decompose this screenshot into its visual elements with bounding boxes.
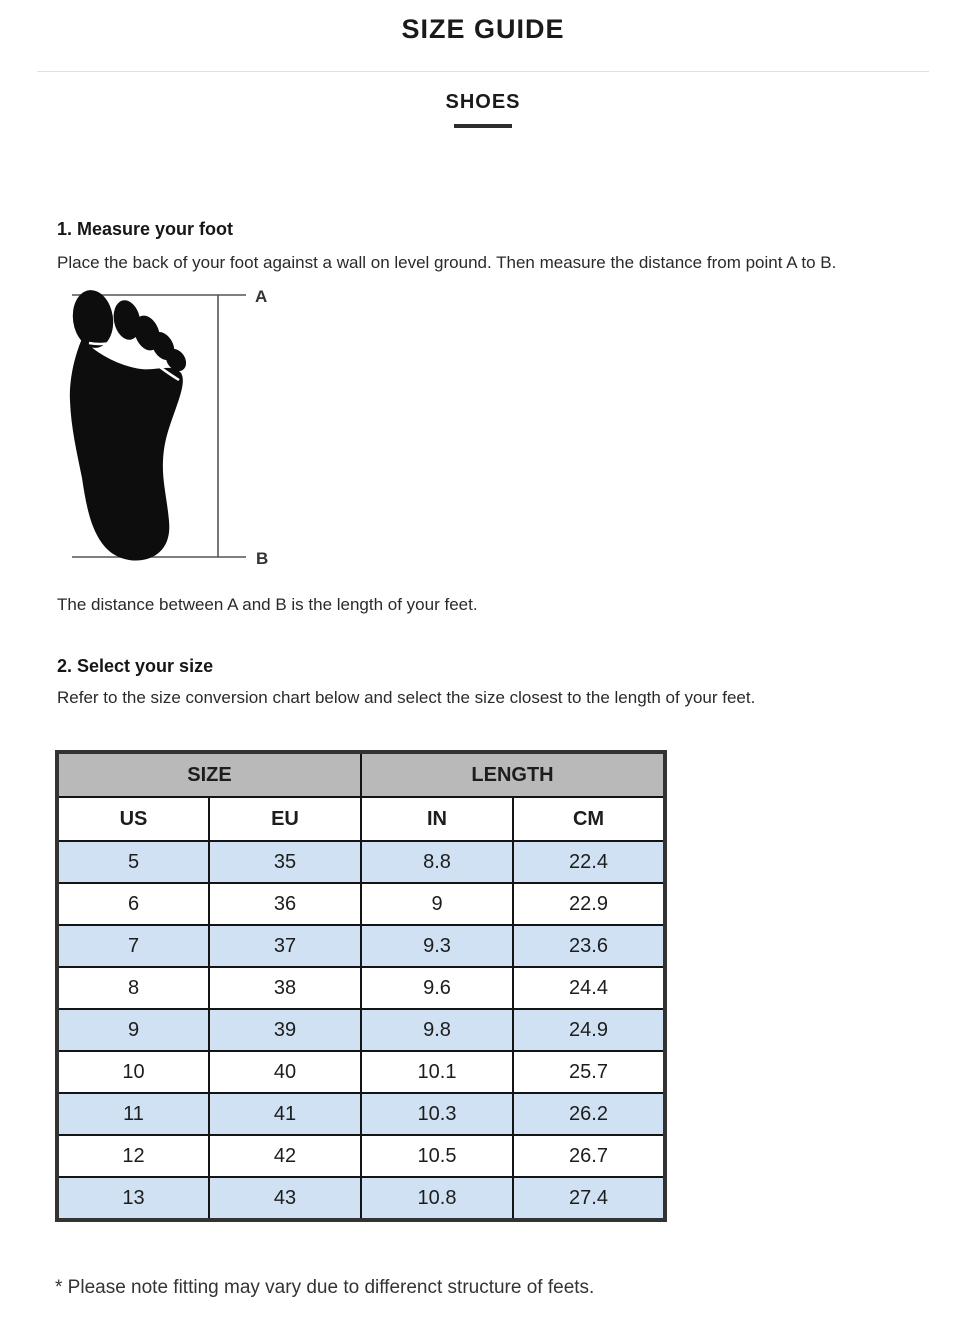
- select-section-body: Refer to the size conversion chart below and select the size closest to the length of your feet.: [57, 688, 756, 707]
- table-row: [57, 1135, 665, 1177]
- table-column-header-us: US: [57, 797, 209, 841]
- size-cell: 43: [209, 1177, 361, 1220]
- size-cell: 8: [57, 967, 209, 1009]
- size-cell: 9: [57, 1009, 209, 1051]
- size-cell: 41: [209, 1093, 361, 1135]
- table-row: [57, 883, 665, 925]
- table-row: [57, 1051, 665, 1093]
- size-cell: 10: [57, 1051, 209, 1093]
- size-cell: 24.9: [513, 1009, 665, 1051]
- size-cell: 25.7: [513, 1051, 665, 1093]
- size-cell: 9.8: [361, 1009, 513, 1051]
- table-row: [57, 1093, 665, 1135]
- size-cell: 9.3: [361, 925, 513, 967]
- tab-shoes-active-underline: [454, 124, 512, 128]
- size-cell: 24.4: [513, 967, 665, 1009]
- table-row: [57, 925, 665, 967]
- size-table-container: [55, 750, 667, 1222]
- size-cell: 26.7: [513, 1135, 665, 1177]
- table-column-header-row: [57, 797, 665, 841]
- size-cell: 27.4: [513, 1177, 665, 1220]
- header-divider: [37, 71, 929, 72]
- size-cell: 13: [57, 1177, 209, 1220]
- measure-section-body: Place the back of your foot against a wall on level ground. Then measure the distance from point A to B.: [57, 253, 837, 272]
- table-row: [57, 1177, 665, 1220]
- table-group-header-row: [57, 752, 665, 797]
- table-row: [57, 967, 665, 1009]
- size-cell: 35: [209, 841, 361, 883]
- size-cell: 42: [209, 1135, 361, 1177]
- size-cell: 38: [209, 967, 361, 1009]
- table-group-header-size: SIZE: [57, 752, 361, 797]
- size-cell: 6: [57, 883, 209, 925]
- diagram-label-b: B: [256, 549, 269, 568]
- measure-section-heading: 1. Measure your foot: [57, 219, 234, 239]
- table-row: [57, 1009, 665, 1051]
- diagram-label-a: A: [255, 287, 268, 306]
- tab-shoes[interactable]: SHOES: [445, 91, 521, 113]
- footnote: * Please note fitting may vary due to differenct structure of feets.: [55, 1277, 595, 1298]
- select-section-heading: 2. Select your size: [57, 656, 214, 676]
- size-conversion-table: [55, 750, 667, 1222]
- size-cell: 5: [57, 841, 209, 883]
- size-cell: 12: [57, 1135, 209, 1177]
- size-cell: 11: [57, 1093, 209, 1135]
- size-cell: 37: [209, 925, 361, 967]
- table-group-header-length: LENGTH: [361, 752, 665, 797]
- size-cell: 22.4: [513, 841, 665, 883]
- size-cell: 23.6: [513, 925, 665, 967]
- table-column-header-eu: EU: [209, 797, 361, 841]
- size-cell: 22.9: [513, 883, 665, 925]
- size-cell: 10.5: [361, 1135, 513, 1177]
- size-cell: 39: [209, 1009, 361, 1051]
- table-row: [57, 841, 665, 883]
- size-cell: 10.3: [361, 1093, 513, 1135]
- foot-measurement-diagram: [55, 283, 285, 575]
- size-cell: 26.2: [513, 1093, 665, 1135]
- size-cell: 10.1: [361, 1051, 513, 1093]
- size-cell: 8.8: [361, 841, 513, 883]
- table-column-header-cm: CM: [513, 797, 665, 841]
- size-cell: 36: [209, 883, 361, 925]
- size-cell: 40: [209, 1051, 361, 1093]
- foot-silhouette: [69, 287, 190, 560]
- size-cell: 9: [361, 883, 513, 925]
- table-column-header-in: IN: [361, 797, 513, 841]
- measure-caption: The distance between A and B is the length of your feet.: [57, 595, 478, 614]
- page-title: SIZE GUIDE: [401, 14, 565, 44]
- size-cell: 9.6: [361, 967, 513, 1009]
- size-cell: 10.8: [361, 1177, 513, 1220]
- size-cell: 7: [57, 925, 209, 967]
